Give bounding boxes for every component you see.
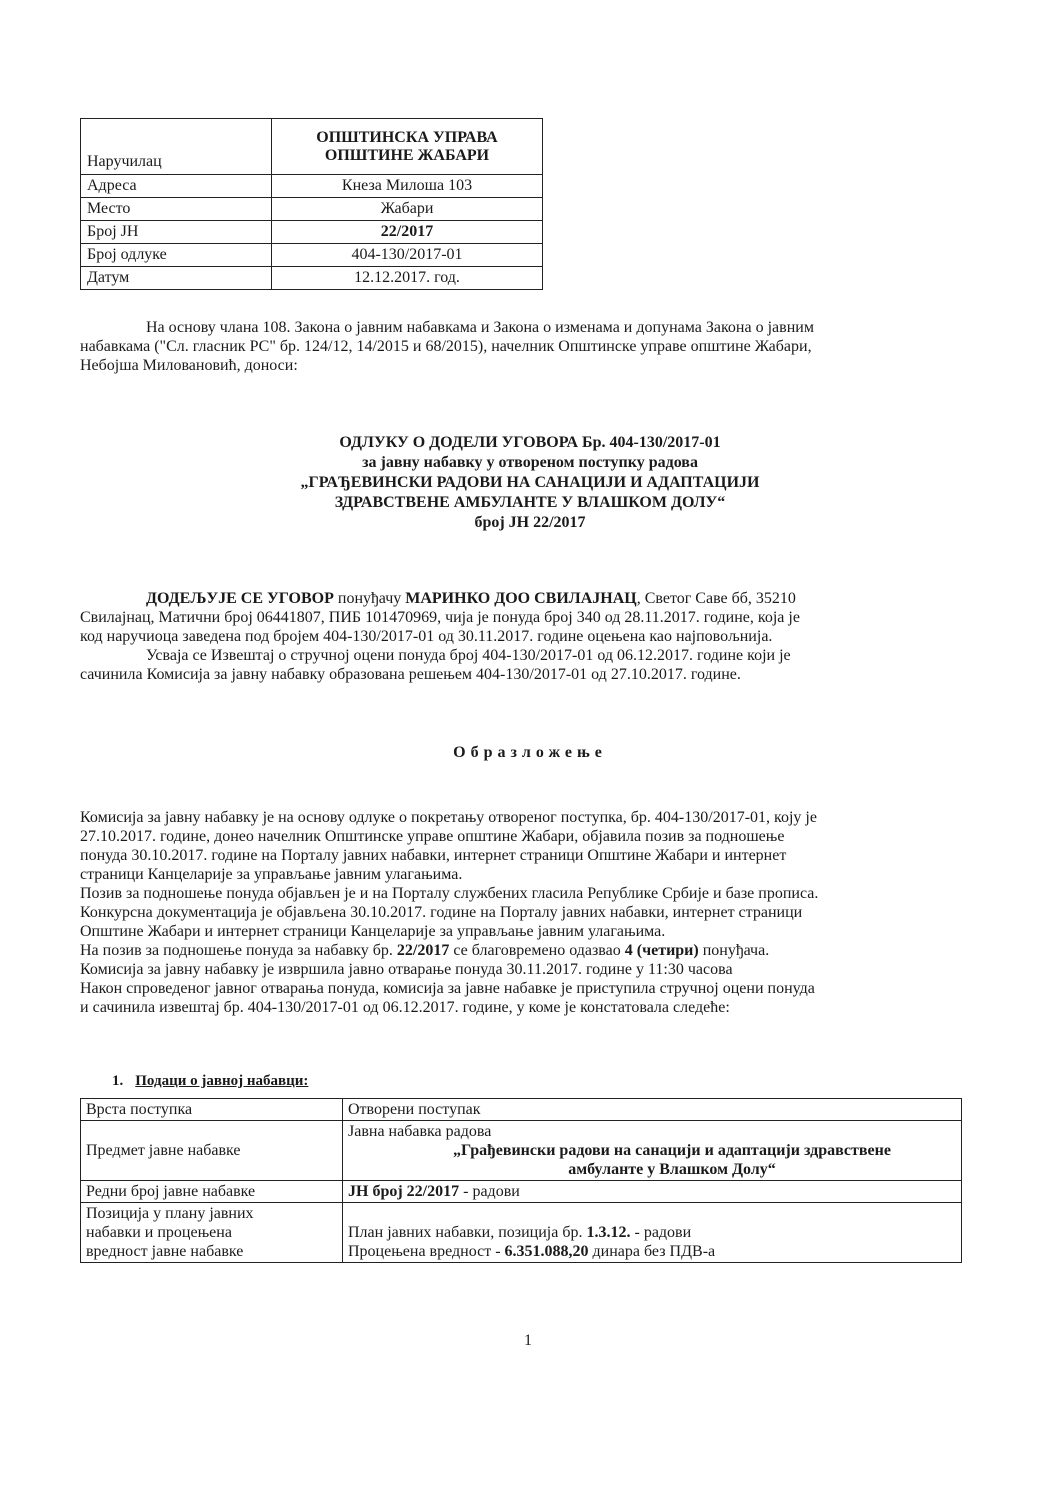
date-value: 12.12.2017. год. [272, 267, 543, 290]
table-row [81, 1181, 962, 1203]
buyer-value: ОПШТИНСКА УПРАВА ОПШТИНЕ ЖАБАРИ [272, 119, 543, 175]
reasoning-text: Комисија за јавну набавку је на основу одлуке о покретању отвореног поступка, бр. 404-130/2017-01, коју је 27.10.2017. године, донео начелник Општинске управе општине Жабари, објавила позив за подношење понуда 30.10.2017. године на Порталу јавних набавки, интернет страници Општине Жабари и интернет страници Канцеларије за управљање јавним улагањима. Позив за подношење понуда објављен је и на Порталу службених гласила Републике Србије и базе прописа. Конкурсна документација је објављена 30.10.2017. године на Порталу јавних набавки, интернет страници Општине Жабари и интернет страници Канцеларије за управљање јавним улагањима. На позив за подношење понуда за набавку бр. 22/2017 се благовремено одазвао 4 (четири) понуђача. Комисија за јавну набавку је извршила јавно отварање понуда 30.11.2017. године у 11:30 часова Након спроведеног јавног отварања понуда, комисија за јавне набавке је приступила стручној оцени понуда и сачинила извештај бр. 404-130/2017-01 од 06.12.2017. године, у коме је констатовала следеће: [80, 809, 819, 1016]
decision-number-value: 404-130/2017-01 [272, 244, 543, 267]
table-row [81, 267, 543, 290]
place-label: Место [81, 198, 272, 221]
procurement-number-value: 22/2017 [272, 221, 543, 244]
table-row [81, 1203, 962, 1263]
buyer-label: Наручилац [81, 119, 272, 175]
procedure-type-value: Отворени поступак [343, 1099, 962, 1121]
award-paragraph: ДОДЕЉУЈЕ СЕ УГОВОР понуђачу МАРИНКО ДОО СВИЛАЈНАЦ, Светог Саве бб, 35210 Свилајнац, Матични број 06441807, ПИБ 101470969, чија је понуда број 340 од 28.11.2017. године, која је код наручиоца заведена под бројем 404-130/2017-01 од 30.11.2017. године оцењена као најповољнија. Усваја се Извештај о стручној оцени понуда број 404-130/2017-01 од 06.12.2017. године који је сачинила Комисија за јавну набавку образована решењем 404-130/2017-01 од 27.10.2017. године. [80, 590, 800, 683]
subject-value: Јавна набавка радова „Грађевински радови на санацији и адаптацији здравствене амбуланте у Влашком Долу“ [343, 1121, 962, 1181]
table-row [81, 1121, 962, 1181]
date-label: Датум [81, 267, 272, 290]
table-row [81, 221, 543, 244]
address-value: Кнеза Милоша 103 [272, 175, 543, 198]
address-label: Адреса [81, 175, 272, 198]
table-row [81, 198, 543, 221]
intro-paragraph: На основу члана 108. Закона о јавним набавкама и Закона о изменама и допунама Закона о јавним набавкама ("Сл. гласник РС" бр. 124/12, 14/2015 и 68/2015), начелник Општинске управе општине Жабари, Небојша Миловановић, доноси: [80, 319, 814, 374]
plan-position-value: План јавних набавки, позиција бр. 1.3.12. - радови Процењена вредност - 6.351.088,20 динара без ПДВ-а [343, 1203, 962, 1263]
reasoning-heading: Образложење [453, 744, 607, 761]
serial-number-label: Редни број јавне набавке [81, 1181, 343, 1203]
table-row [81, 1099, 962, 1121]
place-value: Жабари [272, 198, 543, 221]
decision-number-label: Број одлуке [81, 244, 272, 267]
table-row [81, 175, 543, 198]
table-row [81, 119, 543, 175]
procurement-data-table [80, 1098, 962, 1263]
section-1-heading: 1. Подаци о јавној набавци: [112, 1073, 309, 1089]
page-number: 1 [524, 1332, 532, 1349]
header-info-table [80, 118, 543, 290]
procedure-type-label: Врста поступка [81, 1099, 343, 1121]
serial-number-value: ЈН број 22/2017 - радови [343, 1181, 962, 1203]
subject-label: Предмет јавне набавке [81, 1121, 343, 1181]
plan-position-label: Позиција у плану јавних набавки и процењена вредност јавне набавке [81, 1203, 343, 1263]
procurement-number-label: Број ЈН [81, 221, 272, 244]
decision-title: ОДЛУКУ О ДОДЕЛИ УГОВОРА Бр. 404-130/2017-01 за јавну набавку у отвореном поступку радова „ГРАЂЕВИНСКИ РАДОВИ НА САНАЦИЈИ И АДАПТАЦИЈИ ЗДРАВСТВЕНЕ АМБУЛАНТЕ У ВЛАШКОМ ДОЛУ“ број ЈН 22/2017 [300, 434, 760, 531]
table-row [81, 244, 543, 267]
